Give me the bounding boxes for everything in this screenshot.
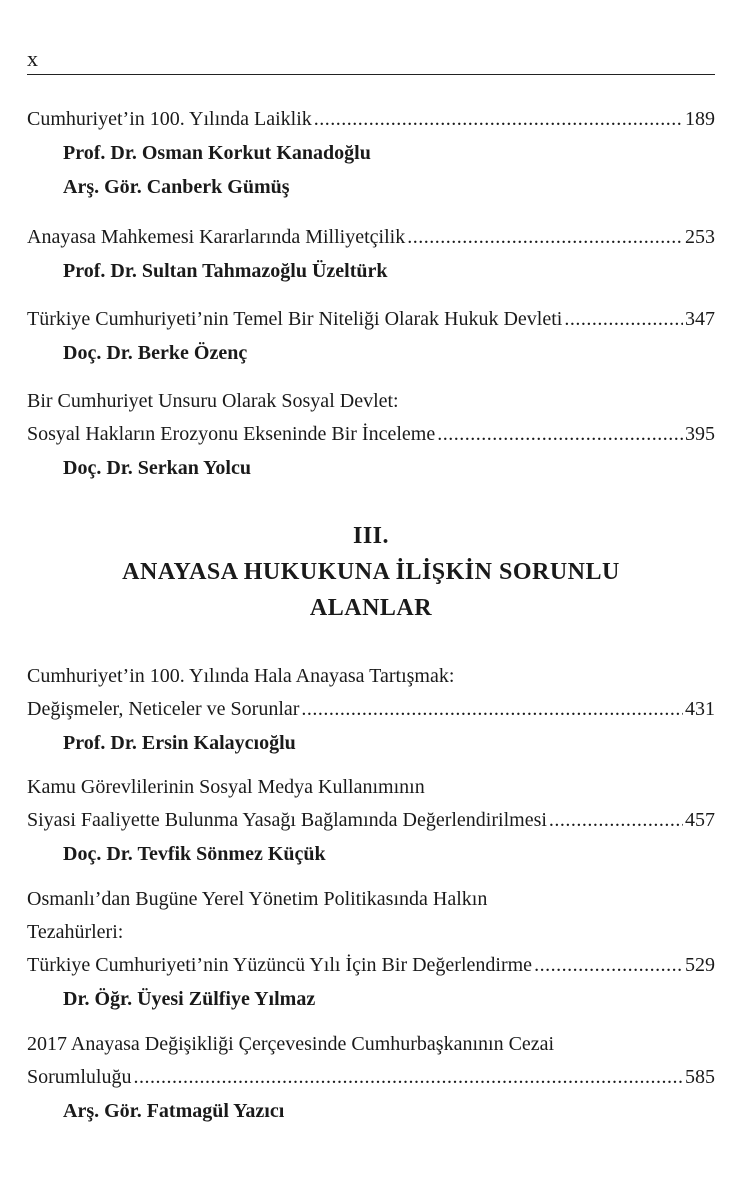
toc-entry-title-line: 2017 Anayasa Değişikliği Çerçevesinde Cumhurbaşkanının Cezai <box>27 1033 555 1055</box>
toc-entry <box>27 303 715 370</box>
toc-entry-author: Prof. Dr. Osman Korkut Kanadoğlu <box>63 142 371 164</box>
dot-leader <box>133 1061 683 1094</box>
toc-entry-title-line: Sosyal Hakların Erozyonu Ekseninde Bir İnceleme ..... 395 <box>27 418 715 451</box>
toc-entry-title-line: Türkiye Cumhuriyeti’nin Yüzüncü Yılı İçin Bir Değerlendirme ..... 529 <box>27 949 715 982</box>
toc-entry-title-line: Osmanlı’dan Bugüne Yerel Yönetim Politikasında Halkın <box>27 888 488 910</box>
toc-entry-author: Prof. Dr. Ersin Kalaycıoğlu <box>63 732 296 754</box>
toc-page-number: 431 <box>685 698 715 720</box>
toc-entry <box>27 883 715 1016</box>
toc-entry-author: Dr. Öğr. Üyesi Zülfiye Yılmaz <box>63 988 316 1010</box>
dot-leader <box>437 418 683 451</box>
toc-page-number: 529 <box>685 954 715 976</box>
toc-entry-author: Arş. Gör. Fatmagül Yazıcı <box>63 1100 285 1122</box>
toc-entry <box>27 1028 715 1128</box>
toc-entry-author: Prof. Dr. Sultan Tahmazoğlu Üzeltürk <box>63 260 388 282</box>
toc-entry-title-line: Kamu Görevlilerinin Sosyal Medya Kullanımının <box>27 776 425 798</box>
toc-entry-author: Arş. Gör. Canberk Gümüş <box>63 176 290 198</box>
section-heading <box>27 518 715 626</box>
dot-leader <box>564 303 683 336</box>
dot-leader <box>407 221 683 254</box>
section-title: ANAYASA HUKUKUNA İLİŞKİN SORUNLU <box>122 559 620 585</box>
toc-entry-title-line: Anayasa Mahkemesi Kararlarında Milliyetçilik ..... 253 <box>27 221 715 254</box>
toc-entry-title-line: Cumhuriyet’in 100. Yılında Laiklik ..... 189 <box>27 103 715 136</box>
toc-entry-author: Doç. Dr. Berke Özenç <box>63 342 248 364</box>
page-header <box>27 42 715 75</box>
dot-leader <box>549 804 683 837</box>
toc-entry-author: Doç. Dr. Serkan Yolcu <box>63 457 251 479</box>
toc-entry <box>27 221 715 288</box>
page-number: x <box>27 46 38 71</box>
section-title: ALANLAR <box>309 595 433 621</box>
toc-entry <box>27 771 715 871</box>
toc-page-number: 457 <box>685 809 715 831</box>
dot-leader <box>301 693 683 726</box>
toc-entry-title-line: Siyasi Faaliyette Bulunma Yasağı Bağlamında Değerlendirilmesi ..... 457 <box>27 804 715 837</box>
toc-entry <box>27 660 715 760</box>
toc-page-number: 347 <box>685 308 715 330</box>
toc-entry-author: Doç. Dr. Tevfik Sönmez Küçük <box>63 843 326 865</box>
toc-page-number: 189 <box>685 108 715 130</box>
section-numeral: III. <box>352 523 390 549</box>
dot-leader <box>314 103 683 136</box>
toc-entry-title-line: Bir Cumhuriyet Unsuru Olarak Sosyal Devlet: <box>27 390 399 412</box>
toc-entry <box>27 385 715 485</box>
toc-entry-title-line: Cumhuriyet’in 100. Yılında Hala Anayasa Tartışmak: <box>27 665 455 687</box>
dot-leader <box>534 949 683 982</box>
toc-entry-title-line: Türkiye Cumhuriyeti’nin Temel Bir Niteliği Olarak Hukuk Devleti ..... 347 <box>27 303 715 336</box>
toc-page-number: 585 <box>685 1066 715 1088</box>
toc-page-number: 395 <box>685 423 715 445</box>
toc-page-number: 253 <box>685 226 715 248</box>
toc-entry <box>27 103 715 204</box>
toc-entry-title-line: Sorumluluğu ..... 585 <box>27 1061 715 1094</box>
toc-entry-title-line: Değişmeler, Neticeler ve Sorunlar ..... 431 <box>27 693 715 726</box>
toc-entry-title-line: Tezahürleri: <box>27 921 124 943</box>
